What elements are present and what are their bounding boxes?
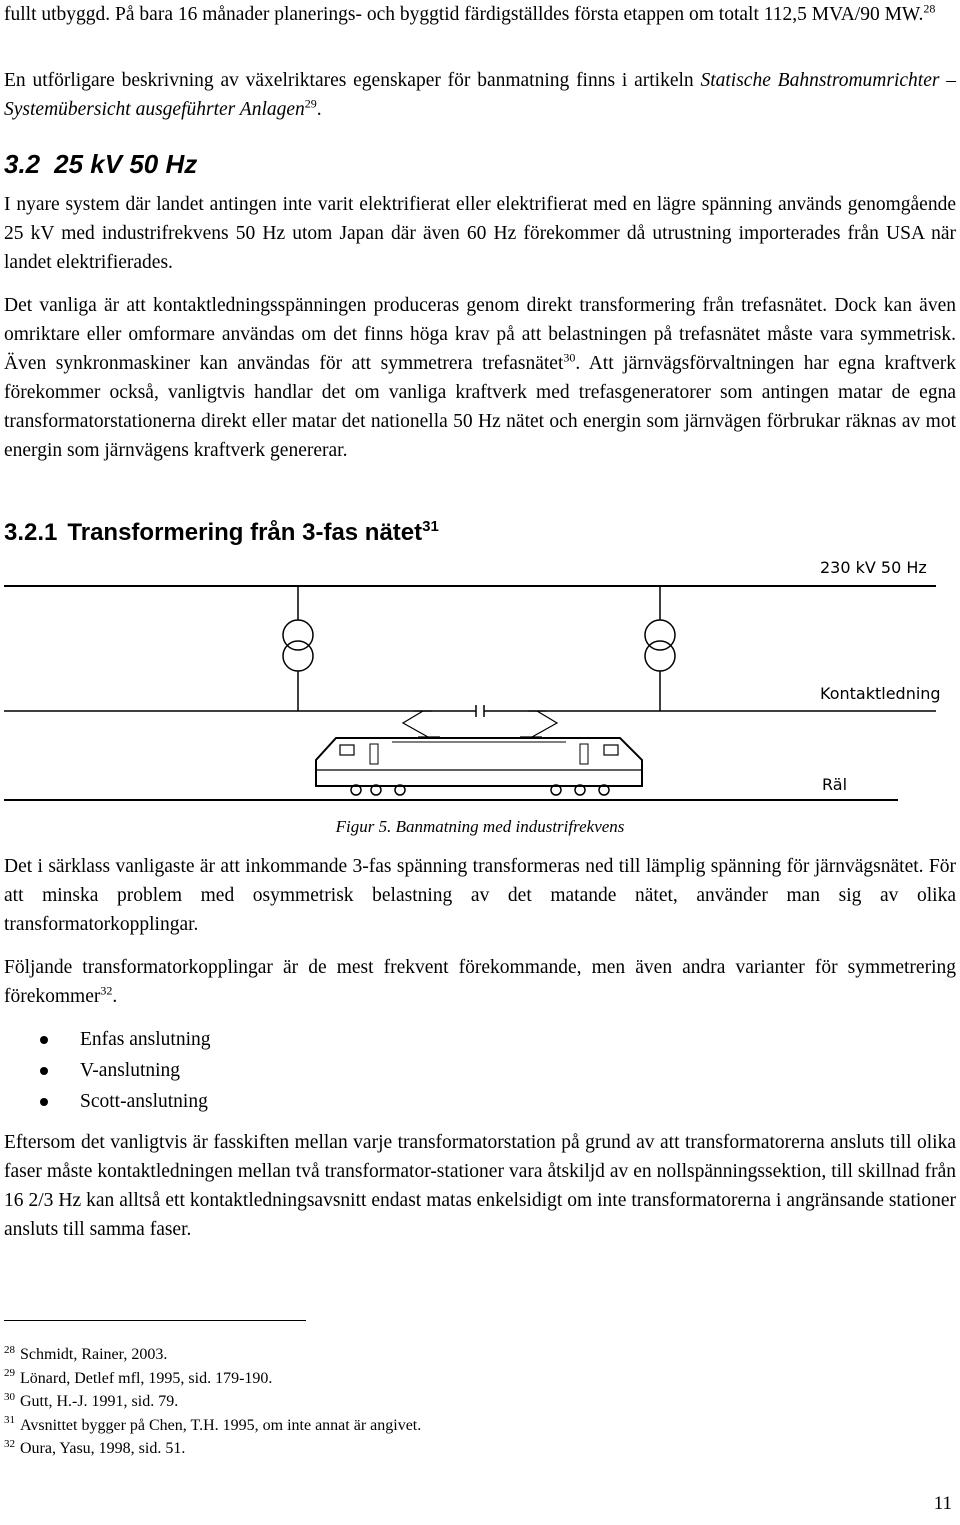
section-number: 3.2	[4, 149, 41, 179]
transformer-right	[645, 586, 675, 711]
locomotive	[316, 738, 642, 795]
intro-paragraph-2: En utförligare beskrivning av växelriktares egenskaper för banmatning finns i artikeln Statische Bahnstromumrichter – Systemübersicht ausgeführter Anlagen$^{29}$.	[4, 70, 956, 120]
intro-paragraph-1: fullt utbyggd. På bara 16 månader planerings- och byggtid färdigställdes första etappen om totalt 112,5 MVA/90 MW.$^{28}$	[4, 1, 936, 25]
document-page: fullt utbyggd. På bara 16 månader planerings- och byggtid färdigställdes första etappen om totalt 112,5 MVA/90 MW.$^{28}$ En utförligare beskrivning av växelriktares egenskaper för banmatning finns i artikeln Statische Bahnstromumrichter – Systemübersicht ausgeführter Anlagen$^{29}$. 3.2 25 kV 50 Hz I nyare system där landet antingen inte varit elektrifierat eller elektrifierat med en lägre spänning används genomgående 25 kV med industrifrekvens 50 Hz utom Japan där även 60 Hz förekommer då utrustning importerades från USA när landet elektrifierades. Det vanliga är att kontaktledningsspänningen produceras genom direkt transformering från trefasnätet. Dock kan även omriktare eller omformare användas om det finns höga krav på att belastningen på trefasnätet måste vara symmetrisk. Även synkronmaskiner kan användas för att symmetrera trefasnätet$^{30}$. Att järnvägsförvaltningen har egna kraftverk förekommer också, vanligtvis handlar det om vanliga kraftverk med trefasgeneratorer som antingen matar de egna transformatorstationerna direkt eller matar det nationella 50 Hz nätet och energin som järnvägen förbrukar räknas av mot energin som järnvägens kraftverk genererar. 3.2.1 Transformering från 3-fas nätet$^{31}$ 230 kV 50 Hz Kontaktledning Räl Figur 5. Banmatning med industrifrekvens Det i särklass vanligaste är att inkommande 3-fas spänning transformeras ned till lämplig spänning för järnvägsnätet. För att minska problem med osymmetrisk belastning av det matande nätet, använder man sig av olika transformatorkopplingar. Följande transformatorkopplingar är de mest frekvent förekommande, men även andra varianter för symmetrering förekommer$^{32}$. Enfas anslutning V-anslutning Scott-anslutning Eftersom det vanligtvis är fasskiften mellan varje transformatorstation på grund av att transformatorerna ansluts till olika faser måste kontaktledningen mellan två transformator-stationer vara åtskiljd av en nollspänningssektion, till skillnad från 16 2/3 Hz kan alltså ett kontaktledningsavsnitt endast matas enkelsidigt om inte transformatorerna i angränsande stationer ansluts till samma faser. $^{28}$ Schmidt, Rainer, 2003. $^{29}$ Lönard, Detlef mfl, 1995, sid. 179-190. $^{30}$ Gutt, H.-J. 1991, sid. 79. $^{31}$ Avsnittet bygger på Chen, T.H. 1995, om inte annat är angivet. $^{32}$ Oura, Yasu, 1998, sid. 51. 11	[0, 0, 960, 1525]
article-title: Statische Bahnstromumrichter – Systemübersicht ausgeführter Anlagen	[4, 70, 956, 120]
bullet-icon	[40, 1036, 48, 1044]
bullet-icon	[40, 1067, 48, 1075]
footnote: $^{29}$ Lönard, Detlef mfl, 1995, sid. 179-190.	[4, 1367, 273, 1387]
rail-label: Räl	[822, 775, 848, 794]
neutral-section	[476, 705, 484, 717]
section-heading	[4, 147, 197, 181]
bullet-icon	[40, 1098, 48, 1106]
footnote-ref-28: 28	[923, 1, 936, 16]
footnote-divider	[4, 1320, 306, 1321]
footnote: $^{32}$ Oura, Yasu, 1998, sid. 51.	[4, 1437, 186, 1457]
section-paragraph-2: Det vanliga är att kontaktledningsspänningen produceras genom direkt transformering från trefasnätet. Dock kan även omriktare eller omformare användas om det finns höga krav på att belastningen på trefasnätet måste vara symmetrisk. Även synkronmaskiner kan användas för att symmetrera trefasnätet$^{30}$. Att järnvägsförvaltningen har egna kraftverk förekommer också, vanligtvis handlar det om vanliga kraftverk med trefasgeneratorer som antingen matar de egna transformatorstationerna direkt eller matar det nationella 50 Hz nätet och energin som järnvägen förbrukar räknas av mot energin som järnvägens kraftverk genererar.	[4, 295, 956, 461]
pantograph-left	[403, 711, 440, 737]
footnote: $^{30}$ Gutt, H.-J. 1991, sid. 79.	[4, 1390, 179, 1410]
subsection-title: Transformering från 3-fas nätet	[67, 519, 423, 546]
footnote: $^{31}$ Avsnittet bygger på Chen, T.H. 1995, om inte annat är angivet.	[4, 1414, 422, 1434]
body-paragraph-2: Följande transformatorkopplingar är de mest frekvent förekommande, men även andra varianter för symmetrering förekommer$^{32}$.	[4, 957, 956, 1007]
body-paragraph-1: Det i särklass vanligaste är att inkommande 3-fas spänning transformeras ned till lämplig spänning för järnvägsnätet. För att minska problem med osymmetrisk belastning av det matande nätet, använder man sig av olika transformatorkopplingar.	[4, 856, 956, 935]
body-paragraph-3: Eftersom det vanligtvis är fasskiften mellan varje transformatorstation på grund av att transformatorerna ansluts till olika faser måste kontaktledningen mellan två transformator-stationer vara åtskiljd av en nollspänningssektion, till skillnad från 16 2/3 Hz kan alltså ett kontaktledningsavsnitt endast matas enkelsidigt om inte transformatorerna i angränsande stationer ansluts till samma faser.	[4, 1132, 956, 1240]
footnote-ref-31: 31	[422, 518, 439, 535]
section-paragraph-1: I nyare system där landet antingen inte varit elektrifierat eller elektrifierat med en lägre spänning används genomgående 25 kV med industrifrekvens 50 Hz utom Japan där även 60 Hz förekommer då utrustning importerades från USA när landet elektrifierades.	[4, 194, 956, 273]
catenary-label: Kontaktledning	[820, 684, 941, 703]
page-number: 11	[933, 1493, 952, 1514]
transformer-left	[283, 586, 313, 711]
footnotes	[4, 1343, 421, 1461]
feeding-diagram	[0, 548, 960, 808]
footnote-ref-29: 29	[304, 96, 317, 111]
footnote-ref-32: 32	[100, 983, 113, 998]
grid-voltage-label: 230 kV 50 Hz	[820, 558, 927, 577]
figure-caption: Figur 5. Banmatning med industrifrekvens	[335, 817, 625, 836]
subsection-number: 3.2.1	[4, 519, 58, 546]
footnote-ref-30: 30	[563, 350, 576, 365]
subsection-heading	[4, 517, 439, 549]
section-title: 25 kV 50 Hz	[54, 149, 198, 179]
footnote: $^{28}$ Schmidt, Rainer, 2003.	[4, 1343, 168, 1363]
pantograph-right	[520, 711, 557, 737]
